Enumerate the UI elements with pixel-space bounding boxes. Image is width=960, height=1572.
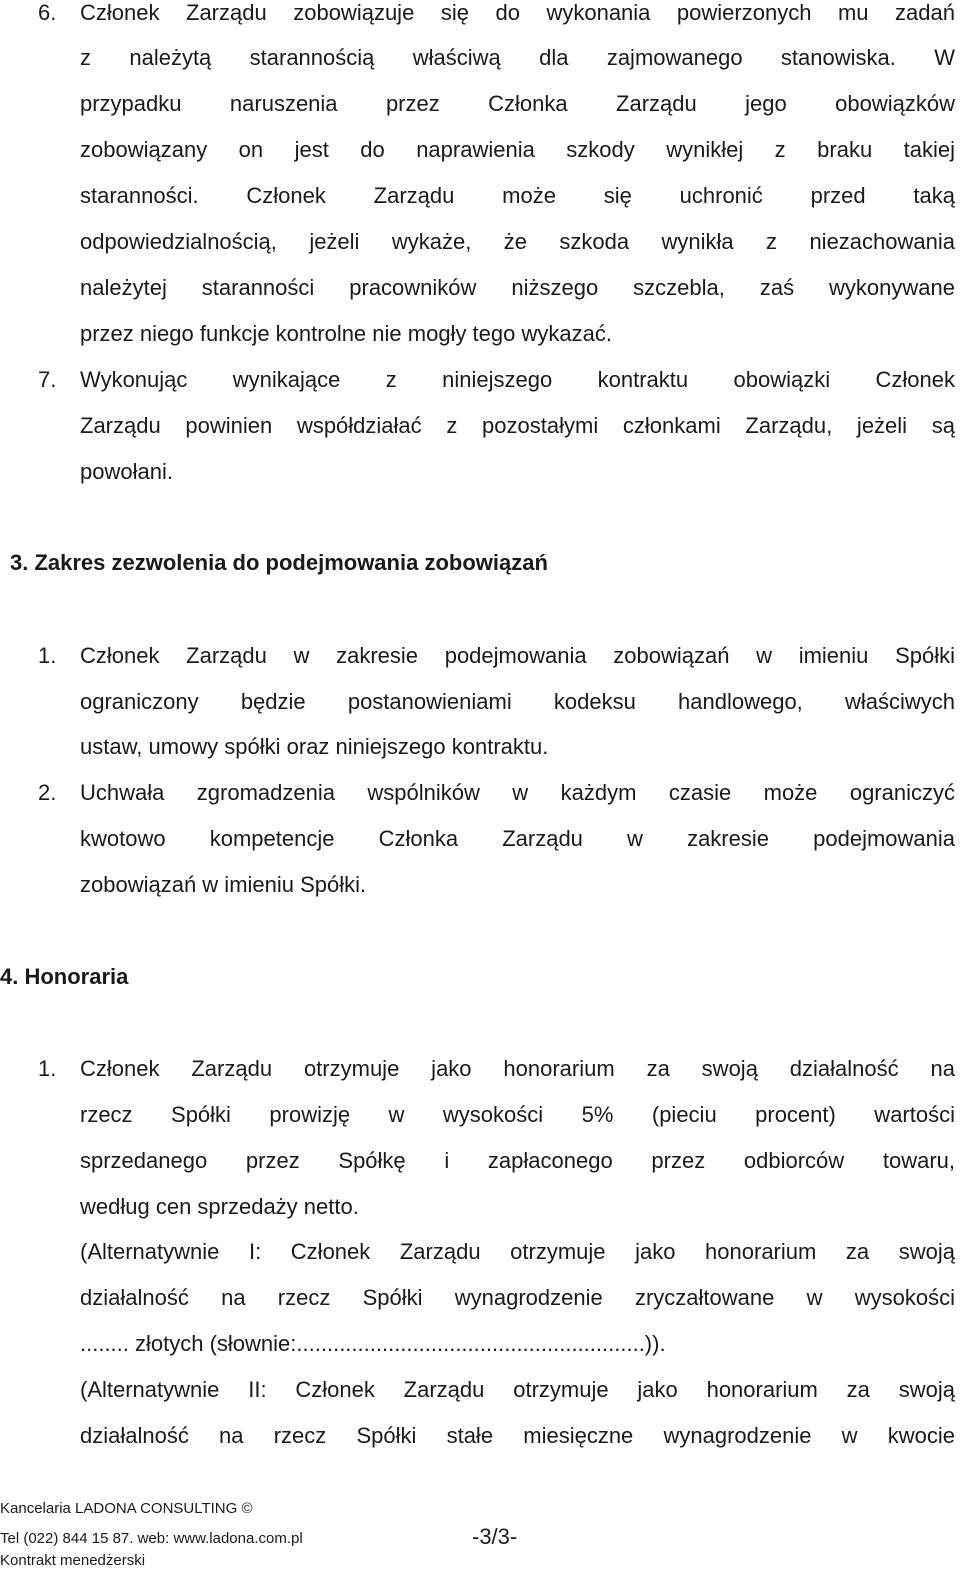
text-line: Wykonując wynikające z niniejszego kontraktu obowiązki Członek	[80, 367, 955, 392]
text-line: zobowiązań w imieniu Spółki.	[80, 872, 367, 897]
text-line: z należytą starannością właściwą dla zajmowanego stanowiska. W	[80, 45, 955, 70]
text-line: Zarządu powinien współdziałać z pozostałymi członkami Zarządu, jeżeli są	[80, 413, 955, 438]
text-line: staranności. Członek Zarządu może się uchronić przed taką	[80, 183, 955, 208]
text-line: sprzedanego przez Spółkę i zapłaconego przez odbiorców towaru,	[80, 1148, 955, 1173]
text-line: Członek Zarządu zobowiązuje się do wykonania powierzonych mu zadań	[80, 0, 955, 25]
text-line: (Alternatywnie I: Członek Zarządu otrzymuje jako honorarium za swoją	[80, 1239, 955, 1264]
item-number: 1.	[38, 1056, 57, 1081]
item-number: 1.	[38, 643, 57, 668]
text-line: ustaw, umowy spółki oraz niniejszego kontraktu.	[80, 734, 549, 759]
page-number: -3/3-	[472, 1524, 518, 1549]
section-heading: 4. Honoraria	[0, 964, 129, 989]
section-heading: 3. Zakres zezwolenia do podejmowania zobowiązań	[10, 550, 548, 575]
text-line: przez niego funkcje kontrolne nie mogły tego wykazać.	[80, 321, 612, 346]
text-line: ograniczony będzie postanowieniami kodeksu handlowego, właściwych	[80, 689, 955, 714]
text-line: zobowiązany on jest do naprawienia szkody wynikłej z braku takiej	[80, 137, 955, 162]
item-number: 6.	[38, 0, 57, 25]
text-line: Uchwała zgromadzenia wspólników w każdym czasie może ograniczyć	[80, 780, 955, 805]
text-line: działalność na rzecz Spółki wynagrodzenie zryczałtowane w wysokości	[80, 1285, 955, 1310]
text-line: należytej staranności pracowników niższego szczebla, zaś wykonywane	[80, 275, 955, 300]
text-line: kwotowo kompetencje Członka Zarządu w zakresie podejmowania	[80, 826, 955, 851]
text-line: (Alternatywnie II: Członek Zarządu otrzymuje jako honorarium za swoją	[80, 1377, 955, 1402]
item-number: 7.	[38, 367, 57, 392]
text-line: rzecz Spółki prowizję w wysokości 5% (pieciu procent) wartości	[80, 1102, 955, 1127]
text-line: działalność na rzecz Spółki stałe miesięczne wynagrodzenie w kwocie	[80, 1423, 955, 1448]
footer-doc-title: Kontrakt menedżerski	[0, 1552, 146, 1569]
text-line: według cen sprzedaży netto.	[80, 1194, 359, 1219]
text-line: ........ złotych (słownie:.........................................................)).	[80, 1331, 666, 1356]
text-line: odpowiedzialnością, jeżeli wykaże, że szkoda wynikła z niezachowania	[80, 229, 955, 254]
text-line: Członek Zarządu otrzymuje jako honorarium za swoją działalność na	[80, 1056, 955, 1081]
text-line: Członek Zarządu w zakresie podejmowania zobowiązań w imieniu Spółki	[80, 643, 955, 668]
footer-contact: Tel (022) 844 15 87. web: www.ladona.com.pl	[0, 1530, 303, 1547]
text-line: przypadku naruszenia przez Członka Zarządu jego obowiązków	[80, 91, 955, 116]
footer-company: Kancelaria LADONA CONSULTING ©	[0, 1500, 253, 1517]
text-line: powołani.	[80, 459, 173, 484]
item-number: 2.	[38, 780, 57, 805]
